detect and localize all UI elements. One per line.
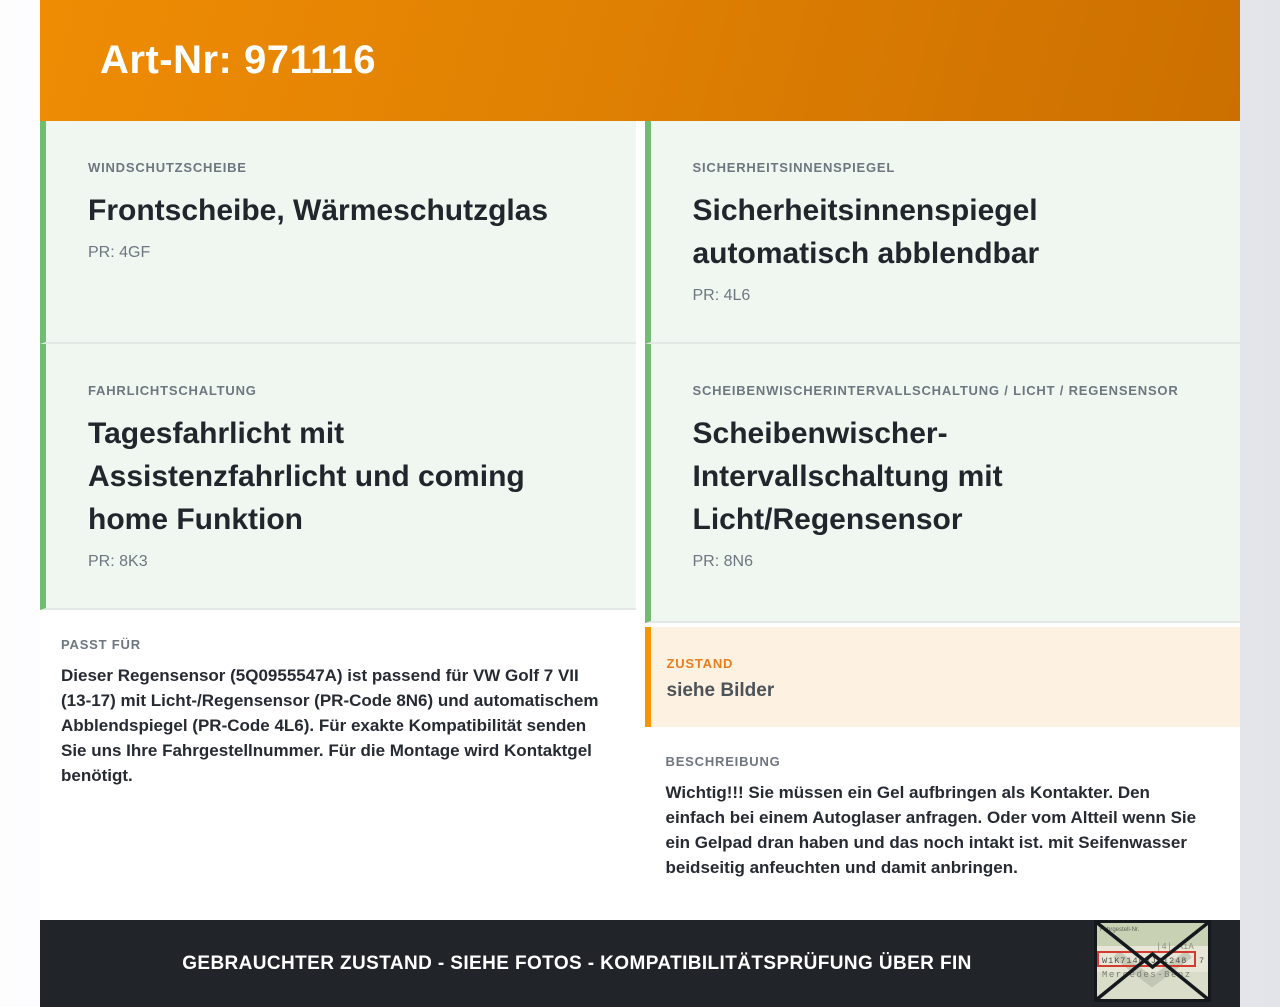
pr-code: PR: 8K3 xyxy=(88,553,148,570)
card-label: WINDSCHUTZSCHEIBE xyxy=(88,160,247,175)
card-label: SICHERHEITSINNENSPIEGEL xyxy=(692,160,896,175)
card-scheibenwischer xyxy=(645,344,1241,623)
card-label: FAHRLICHTSCHALTUNG xyxy=(88,383,257,398)
pr-code: PR: 8N6 xyxy=(692,553,753,570)
envelope-document-icon xyxy=(1094,920,1211,1002)
footer-banner-text: GEBRAUCHTER ZUSTAND - SIEHE FOTOS - KOMPATIBILITÄTSPRÜFUNG ÜBER FIN xyxy=(182,952,972,974)
passt-fuer-text: Dieser Regensensor (5Q0955547A) ist passend für VW Golf 7 VII (13-17) mit Licht-/Regensensor (PR-Code 8N6) und automatischem Abblendspiegel (PR-Code 4L6). Für exakte Kompatibilität senden Sie uns Ihre Fahrgestellnummer. Für die Montage wird Kontaktgel benötigt. xyxy=(61,666,599,785)
stamp-doc-fragment: |4| AiA xyxy=(1156,941,1194,952)
card-title: Tagesfahrlicht mit Assistenzfahrlicht und coming home Funktion xyxy=(88,417,525,536)
card-title: Frontscheibe, Wärmeschutzglas xyxy=(88,194,549,227)
footer-banner xyxy=(40,920,1240,1007)
zustand-label: ZUSTAND xyxy=(666,656,734,671)
card-fahrlichtschaltung xyxy=(40,344,636,610)
left-column xyxy=(40,121,636,920)
pr-code: PR: 4GF xyxy=(88,244,151,261)
zustand-card xyxy=(645,627,1241,727)
feature-grid xyxy=(40,121,1240,920)
card-windschutzscheibe xyxy=(40,121,636,344)
header-banner xyxy=(40,0,1240,121)
passt-fuer-section xyxy=(40,610,636,920)
passt-fuer-label: PASST FÜR xyxy=(61,637,141,652)
stamp-brand-text: Mercedes-Benz xyxy=(1102,969,1192,980)
card-sicherheitsinnenspiegel xyxy=(645,121,1241,344)
card-label: SCHEIBENWISCHERINTERVALLSCHALTUNG / LICHT / REGENSENSOR xyxy=(692,383,1179,398)
stamp-vin-text: W1K71463J31248 xyxy=(1102,955,1188,966)
stamp-vin-suffix: 7 xyxy=(1199,955,1205,966)
listing-page xyxy=(40,0,1240,1007)
right-column xyxy=(645,121,1241,920)
zustand-value: siehe Bilder xyxy=(666,680,775,701)
card-title: Scheibenwischer-Intervallschaltung mit Licht/Regensensor xyxy=(692,417,1003,536)
art-nr-title: Art-Nr: 971116 xyxy=(100,38,377,82)
beschreibung-text: Wichtig!!! Sie müssen ein Gel aufbringen als Kontakter. Den einfach bei einem Autoglaser anfragen. Oder vom Altteil wenn Sie ein Gelpad dran haben und das noch intakt ist. mit Seifenwasser beidseitig anfeuchten und damit anbringen. xyxy=(665,783,1197,877)
beschreibung-section xyxy=(645,727,1241,920)
beschreibung-label: BESCHREIBUNG xyxy=(665,754,781,769)
card-title: Sicherheitsinnenspiegel automatisch abblendbar xyxy=(692,194,1040,270)
pr-code: PR: 4L6 xyxy=(692,287,751,304)
fin-envelope-stamp-image xyxy=(1094,920,1211,1002)
stamp-doc-label: Fahrgestell-Nr. xyxy=(1100,926,1140,933)
